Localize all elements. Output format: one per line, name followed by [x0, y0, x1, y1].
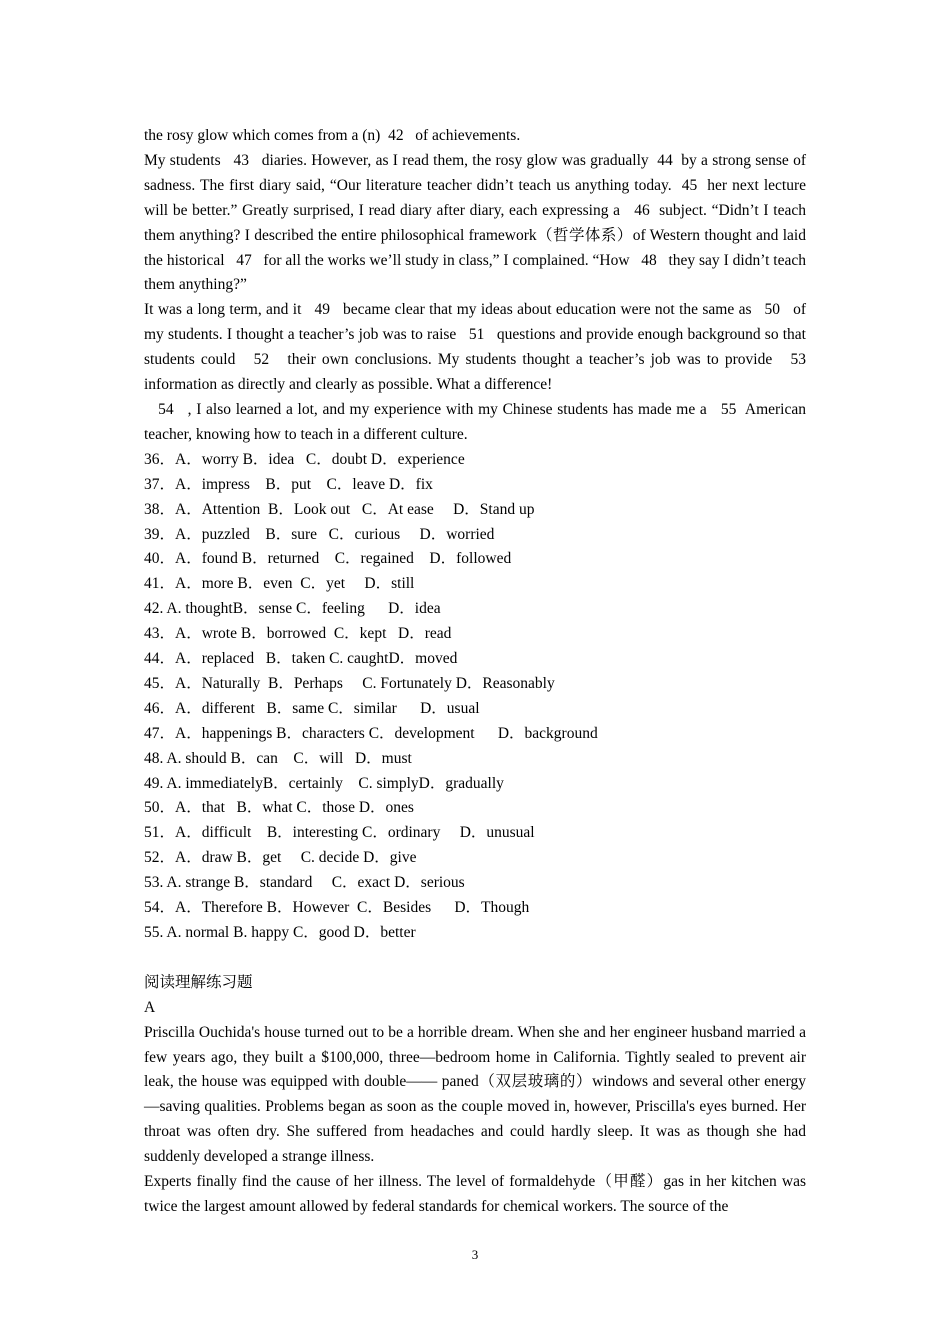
option-line: 40．A．found B．returned C．regained D．followed — [144, 550, 512, 568]
option-line: 48. A. should B．can C．will D．must — [144, 749, 412, 767]
reading-paragraph-1: Priscilla Ouchida's house turned out to be a horrible dream. When she and her engineer husband married a few years ago, they built a $100,000, three—bedroom home in California. Tightly sealed to prevent air leak, the house was equipped with double—— paned（双层玻璃的）windows and several other energy—saving qualities. Problems began as soon as the couple moved in, however, Priscilla's eyes burned. Her throat was often dry. She suffered from headaches and could hardly sleep. It was as though she had suddenly developed a strange illness. — [144, 1023, 810, 1166]
option-line: 46．A．different B．same C．similar D．usual — [144, 699, 480, 717]
cloze-paragraph-1: the rosy glow which comes from a (n) 42 of achievements. — [144, 127, 521, 144]
cloze-paragraph-4: 54 , I also learned a lot, and my experience with my Chinese students has made me a 55 American teacher, knowing how to teach in a different culture. — [144, 400, 810, 443]
option-line: 49. A. immediatelyB．certainly C. simplyD．gradually — [144, 774, 504, 792]
section-heading: 阅读理解练习题 — [144, 973, 253, 991]
option-line: 39．A．puzzled B．sure C．curious D．worried — [144, 525, 495, 543]
cloze-paragraph-2: My students 43 diaries. However, as I read them, the rosy glow was gradually 44 by a strong sense of sadness. The first diary said, “Our literature teacher didn’t teach us anything today. 45 her next lecture will be better.” Greatly surprised, I read diary after diary, each expressing a 46 subject. “Didn’t I teach them anything? I described the entire philosophical framework（哲学体系）of Western thought and laid the historical 47 for all the works we’ll study in class,” I complained. “How 48 they say I didn’t teach them anything?” — [144, 151, 810, 294]
option-line: 54．A．Therefore B．However C．Besides D．Though — [144, 899, 530, 917]
section-label: A — [144, 998, 156, 1016]
option-line: 37．A．impress B．put C．leave D．fix — [144, 475, 433, 493]
option-line: 47．A．happenings B．characters C．development D．background — [144, 724, 598, 742]
option-line: 45．A．Naturally B．Perhaps C. Fortunately D．Reasonably — [144, 674, 555, 692]
option-line: 36．A．worry B．idea C．doubt D．experience — [144, 450, 465, 468]
document-body — [144, 124, 818, 1220]
option-line: 53. A. strange B．standard C．exact D．serious — [144, 874, 465, 892]
options-list — [144, 448, 806, 946]
option-line: 55. A. normal B. happy C．good D．better — [144, 924, 416, 941]
option-line: 41．A．more B．even C．yet D．still — [144, 575, 415, 593]
option-line: 52．A．draw B．get C. decide D．give — [144, 849, 417, 867]
option-line: 51．A．difficult B．interesting C．ordinary D．unusual — [144, 824, 535, 842]
cloze-paragraph-3: It was a long term, and it 49 became clear that my ideas about education were not the same as 50 of my students. I thought a teacher’s job was to raise 51 questions and provide enough background so that students could 52 their own conclusions. My students thought a teacher’s job was to provide 53 information as directly and clearly as possible. What a difference! — [144, 301, 818, 394]
page-number: 3 — [471, 1247, 479, 1262]
spacer — [144, 946, 806, 971]
option-line: 44．A．replaced B．taken C. caughtD．moved — [144, 650, 458, 668]
option-line: 43．A．wrote B．borrowed C．kept D．read — [144, 625, 452, 643]
reading-paragraph-2: Experts finally find the cause of her illness. The level of formaldehyde（甲醛）gas in her kitchen was twice the largest amount allowed by federal standards for chemical workers. The source of the — [144, 1173, 810, 1215]
option-line: 42. A. thoughtB．sense C．feeling D．idea — [144, 600, 441, 618]
option-line: 50．A．that B．what C．those D．ones — [144, 799, 414, 817]
option-line: 38．A．Attention B．Look out C．At ease D．Stand up — [144, 500, 535, 518]
